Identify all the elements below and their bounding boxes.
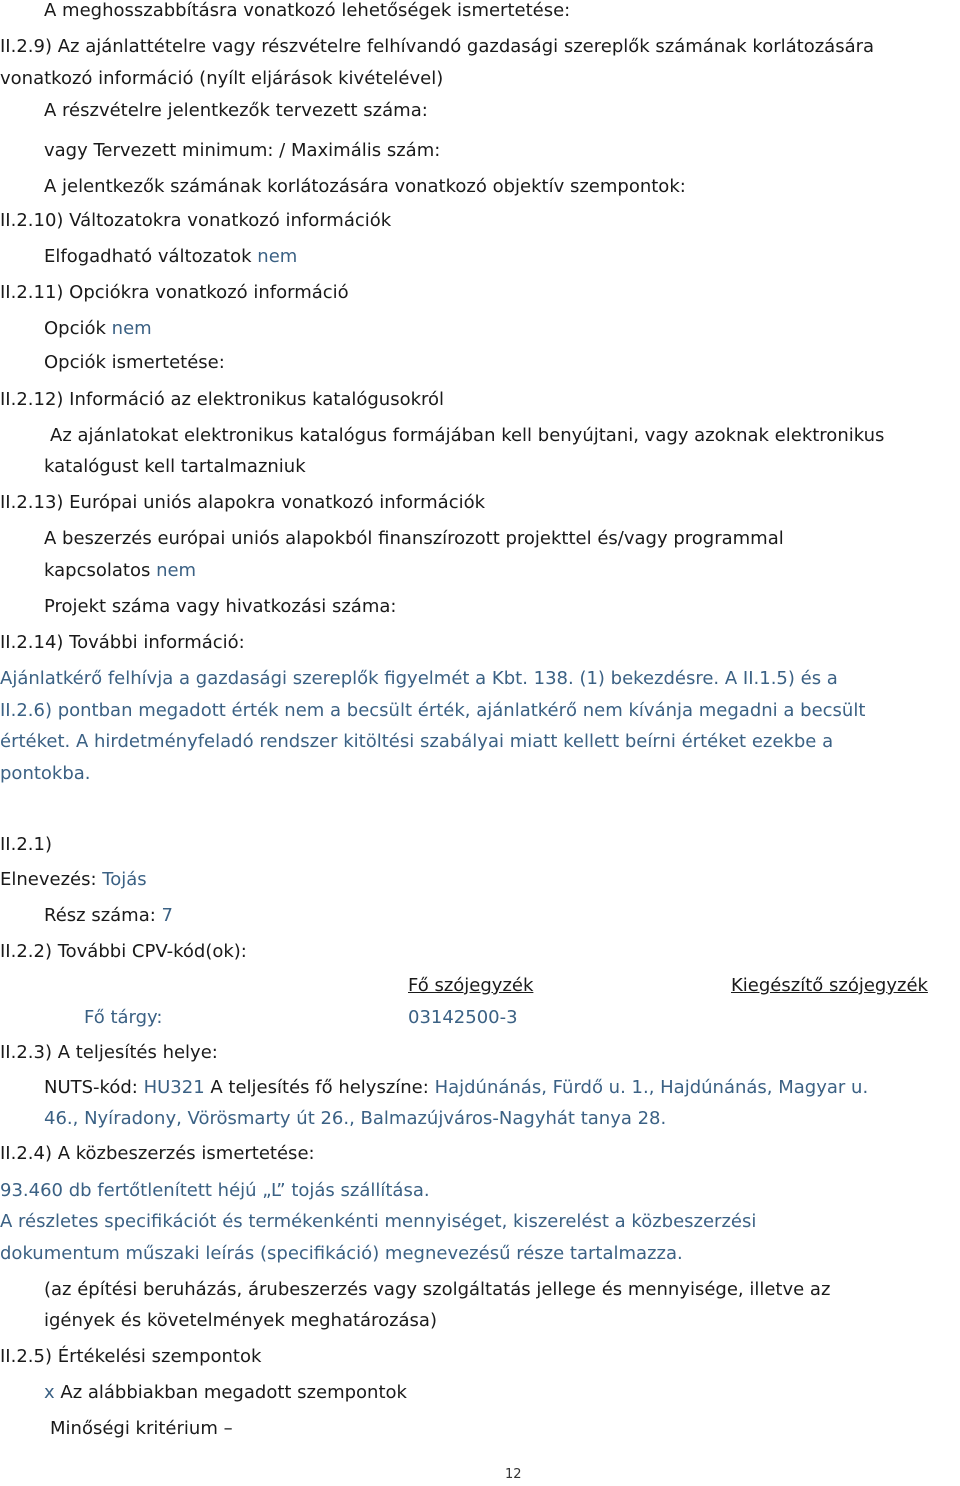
section-ii-2-13 (0, 492, 485, 514)
text: Opciók ismertetése: (44, 352, 225, 373)
text: II.2.4) A közbeszerzés ismertetése: (0, 1143, 315, 1164)
section-ii-2-5 (0, 1346, 261, 1368)
label: Opciók (44, 318, 106, 339)
nuts-location-cont (44, 1108, 666, 1130)
section-ii-2-10 (0, 210, 391, 232)
planned-min-max (44, 140, 440, 162)
text: Minőségi kritérium – (50, 1418, 233, 1439)
value: dokumentum műszaki leírás (specifikáció) megnevezésű része tartalmazza. (0, 1243, 683, 1264)
value: nem (257, 246, 298, 267)
text: II.2.10) Változatokra vonatkozó információk (0, 210, 392, 231)
main-vocabulary-header (408, 975, 533, 997)
text: Az ajánlatokat elektronikus katalógus formájában kell benyújtani, vagy azoknak elektronikus (50, 425, 885, 446)
objective-criteria (44, 176, 686, 198)
additional-info-1 (0, 668, 838, 690)
value: nem (111, 318, 152, 339)
section-ii-2-2 (0, 941, 247, 963)
value: Hajdúnánás, Fürdő u. 1., Hajdúnánás, Magyar u. (434, 1077, 869, 1098)
text: A jelentkezők számának korlátozására vonatkozó objektív szempontok: (44, 176, 686, 197)
e-catalogue-text (50, 425, 884, 447)
text: A részvételre jelentkezők tervezett száma: (44, 100, 428, 121)
text: II.2.14) További információ: (0, 632, 245, 653)
text: Projekt száma vagy hivatkozási száma: (44, 596, 397, 617)
value: A részletes specifikációt és termékenkénti mennyiséget, kiszerelést a közbeszerzési (0, 1211, 757, 1232)
text: Kiegészítő szójegyzék (731, 975, 928, 996)
value: Tojás (102, 869, 147, 890)
section-ii-2-12 (0, 389, 444, 411)
text: II.2.9) Az ajánlattételre vagy részvételre felhívandó gazdasági szereplők számának korlátozására (0, 36, 875, 57)
value: Ajánlatkérő felhívja a gazdasági szereplők figyelmét a Kbt. 138. (1) bekezdésre. A II.1.5) és a (0, 668, 838, 689)
value: 7 (161, 905, 173, 926)
text: Fő szójegyzék (408, 975, 534, 996)
description-3 (0, 1243, 683, 1265)
project-number (44, 596, 396, 618)
lot-title (0, 869, 147, 891)
text: II.2.11) Opciókra vonatkozó információ (0, 282, 349, 303)
label: Elfogadható változatok (44, 246, 252, 267)
text: Fő tárgy: (84, 1007, 163, 1028)
main-object-label (84, 1007, 162, 1029)
text: igények és követelmények meghatározása) (44, 1310, 437, 1331)
section-ii-2-4 (0, 1143, 315, 1165)
section-ii-2-9-cont (0, 68, 443, 90)
eu-funds-answer (44, 560, 196, 582)
value: II.2.6) pontban megadott érték nem a becsült érték, ajánlatkérő nem kívánja megadni a becsült (0, 700, 866, 721)
quality-criterion (50, 1418, 233, 1440)
section-ii-2-1 (0, 834, 52, 856)
label: kapcsolatos (44, 560, 151, 581)
supplementary-vocabulary-header (731, 975, 928, 997)
label: Elnevezés: (0, 869, 97, 890)
text: vonatkozó információ (nyílt eljárások kivételével) (0, 68, 444, 89)
text: A meghosszabbításra vonatkozó lehetőségek ismertetése: (44, 0, 571, 21)
label: NUTS-kód: (44, 1077, 138, 1098)
section-ii-2-11 (0, 282, 349, 304)
value: x (44, 1382, 55, 1403)
additional-info-2 (0, 700, 865, 722)
section-ii-2-14 (0, 632, 245, 654)
page-number (505, 1464, 522, 1486)
planned-applicants (44, 100, 428, 122)
options-description (44, 352, 225, 374)
text: II.2.3) A teljesítés helye: (0, 1042, 218, 1063)
additional-info-4 (0, 763, 91, 785)
text: Az alábbiakban megadott szempontok (60, 1382, 407, 1403)
value: értéket. A hirdetményfeladó rendszer kitöltési szabályai miatt kellett beírni értéket ezekbe a (0, 731, 834, 752)
value: 46., Nyíradony, Vörösmarty út 26., Balmazújváros-Nagyhát tanya 28. (44, 1108, 667, 1129)
text: A beszerzés európai uniós alapokból finanszírozott projekttel és/vagy programmal (44, 528, 784, 549)
additional-info-3 (0, 731, 833, 753)
description-note-1 (44, 1279, 830, 1301)
text: II.2.5) Értékelési szempontok (0, 1346, 262, 1367)
description-1 (0, 1180, 430, 1202)
value: nem (156, 560, 197, 581)
eu-funds-text (44, 528, 784, 550)
text: (az építési beruházás, árubeszerzés vagy szolgáltatás jellege és mennyisége, illetve az (44, 1279, 831, 1300)
lot-number (44, 905, 173, 927)
section-ii-2-9 (0, 36, 874, 58)
criteria-below (44, 1382, 407, 1404)
text: katalógust kell tartalmazniuk (44, 456, 306, 477)
acceptable-variants (44, 246, 297, 268)
options (44, 318, 152, 340)
description-2 (0, 1211, 756, 1233)
value: pontokba. (0, 763, 91, 784)
text: II.2.13) Európai uniós alapokra vonatkozó információk (0, 492, 486, 513)
heading-extension-options (44, 0, 570, 22)
text: II.2.2) További CPV-kód(ok): (0, 941, 247, 962)
value: 93.460 db fertőtlenített héjú „L” tojás szállítása. (0, 1180, 430, 1201)
nuts-location (44, 1077, 868, 1099)
description-note-2 (44, 1310, 437, 1332)
label: A teljesítés fő helyszíne: (210, 1077, 429, 1098)
value: HU321 (143, 1077, 205, 1098)
cpv-code (408, 1007, 518, 1029)
text: 12 (505, 1467, 522, 1482)
text: II.2.12) Információ az elektronikus katalógusokról (0, 389, 445, 410)
label: Rész száma: (44, 905, 156, 926)
e-catalogue-text-cont (44, 456, 306, 478)
text: II.2.1) (0, 834, 52, 855)
value: 03142500-3 (408, 1007, 518, 1028)
text: vagy Tervezett minimum: / Maximális szám: (44, 140, 441, 161)
section-ii-2-3 (0, 1042, 218, 1064)
